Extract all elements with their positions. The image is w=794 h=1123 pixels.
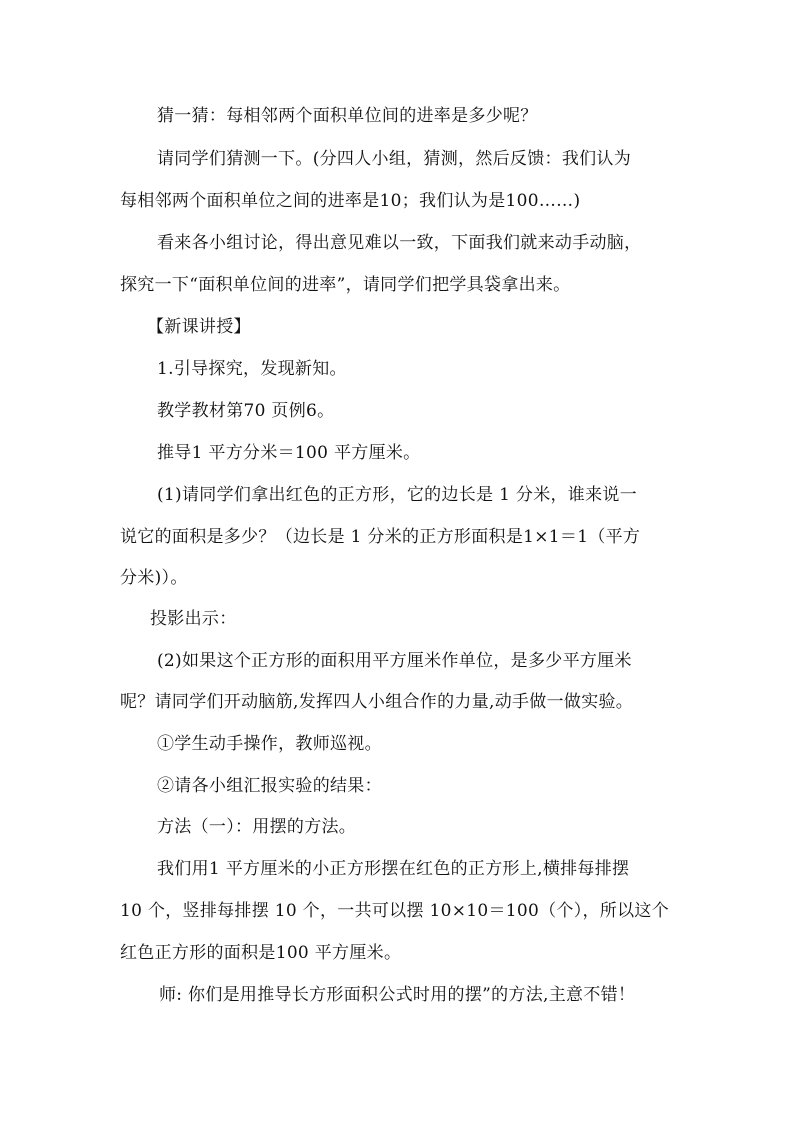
paragraph-line: 分米)）。 [120,568,188,588]
paragraph-line: ①学生动手操作，教师巡视。 [157,734,382,754]
paragraph-line: 探究一下“面积单位间的进率”，请同学们把学具袋拿出来。 [120,275,571,295]
paragraph-line: 请同学们猜测一下。(分四人小组，猜测，然后反馈：我们认为 [157,149,632,169]
paragraph-line: 教学教材第70 页例6。 [157,401,335,421]
paragraph-line: 师: 你们是用推导长方形面积公式时用的摆”的方法,主意不错！ [159,985,636,1005]
paragraph-line: 看来各小组讨论，得出意见难以一致，下面我们就来动手动脑， [157,233,642,253]
paragraph-line: (2)如果这个正方形的面积用平方厘米作单位，是多少平方厘米 [157,651,632,671]
paragraph-line: 10 个，竖排每排摆 10 个，一共可以摆 10×10＝100（个），所以这个 [120,901,670,921]
section-heading: 【新课讲授】 [147,317,251,337]
paragraph-line: 1.引导探究，发现新知。 [157,359,347,379]
paragraph-line: 每相邻两个面积单位之间的进率是10；我们认为是100……) [120,191,581,211]
paragraph-line: 投影出示： [150,609,237,629]
paragraph-line: 呢？请同学们开动脑筋,发挥四人小组合作的力量,动手做一做实验。 [120,692,634,712]
paragraph-line: 红色正方形的面积是100 平方厘米。 [120,943,402,963]
paragraph-line: 说它的面积是多少？（边长是 1 分米的正方形面积是1×1＝1（平方 [120,527,641,547]
paragraph-line: (1)请同学们拿出红色的正方形，它的边长是 1 分米，谁来说一 [157,485,638,505]
paragraph-line: 我们用1 平方厘米的小正方形摆在红色的正方形上,横排每排摆 [157,859,630,879]
paragraph-line: 猜一猜：每相邻两个面积单位间的进率是多少呢？ [157,106,538,126]
paragraph-line: 推导1 平方分米＝100 平方厘米。 [157,443,421,463]
paragraph-line: 方法（一）：用摆的方法。 [157,817,357,837]
paragraph-line: ②请各小组汇报实验的结果： [157,776,382,796]
